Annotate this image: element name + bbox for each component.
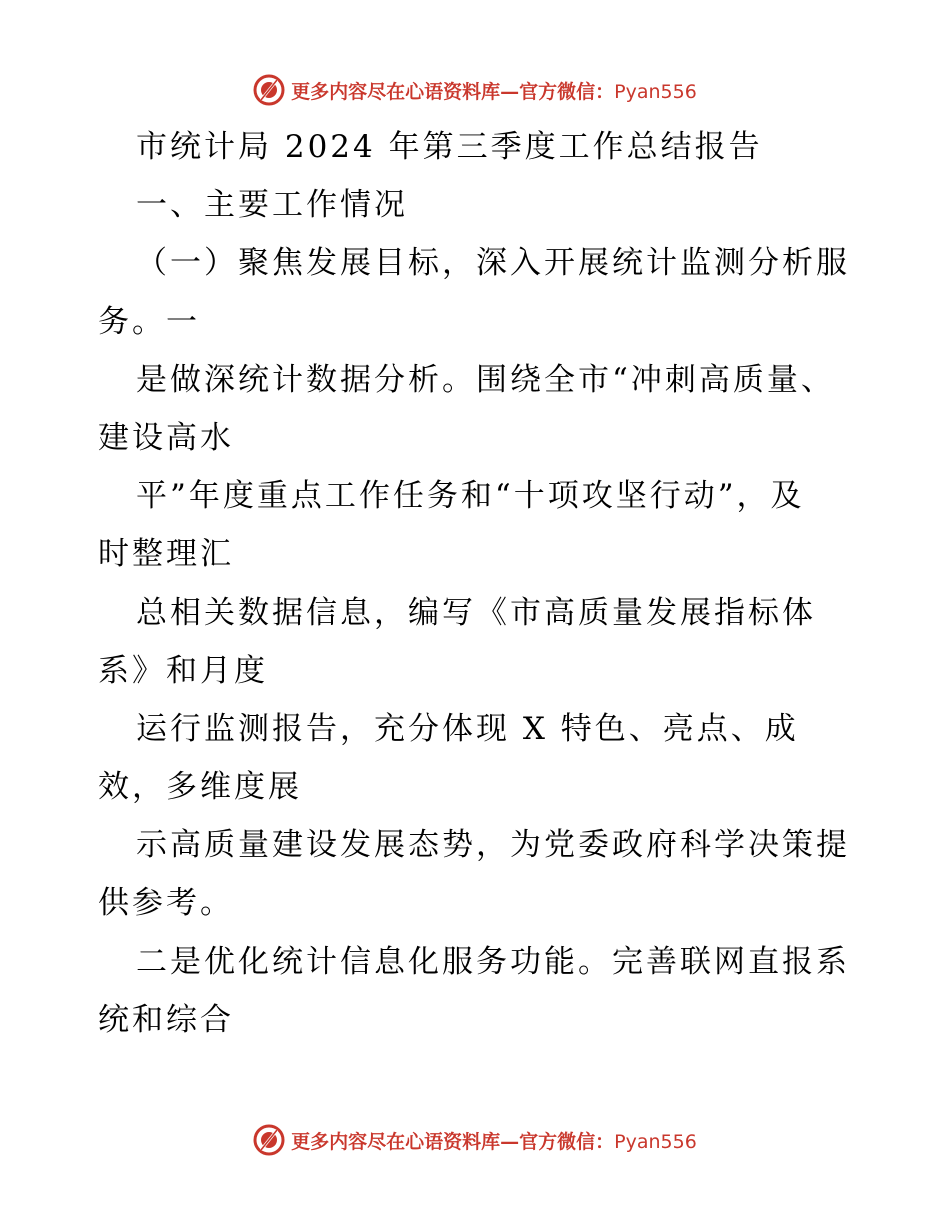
- text-line: 是做深统计数据分析。围绕全市“冲刺高质量、: [136, 361, 835, 398]
- text-line: 运行监测报告，充分体现 X 特色、亮点、成: [136, 710, 799, 747]
- text-line: 平”年度重点工作任务和“十项攻坚行动”，及: [136, 478, 805, 515]
- watermark-text: 更多内容尽在心语资料库—官方微信：Pyan556: [291, 80, 697, 103]
- text-line: 系》和月度: [98, 652, 268, 689]
- text-line: 统和综合: [98, 1001, 234, 1038]
- watermark-footer: [0, 1120, 950, 1160]
- text-line: 示高质量建设发展态势，为党委政府科学决策提: [136, 827, 850, 864]
- text-line: 建设高水: [98, 419, 234, 456]
- text-line: 二是优化统计信息化服务功能。完善联网直报系: [136, 943, 850, 980]
- text-line: 时整理汇: [98, 536, 234, 573]
- text-line: 市统计局 2024 年第三季度工作总结报告: [136, 129, 763, 165]
- document-body: [98, 118, 868, 1049]
- text-line: 效，多维度展: [98, 769, 302, 806]
- text-line: 务。一: [98, 303, 200, 340]
- quill-seal-icon: [253, 74, 285, 106]
- text-line: （一）聚焦发展目标，深入开展统计监测分析服: [136, 245, 850, 282]
- text-line: 总相关数据信息，编写《市高质量发展指标体: [136, 594, 816, 631]
- watermark-header: [0, 70, 950, 110]
- text-line: 供参考。: [98, 885, 234, 922]
- text-line: 一、主要工作情况: [136, 187, 408, 224]
- watermark-text: 更多内容尽在心语资料库—官方微信：Pyan556: [291, 1130, 697, 1153]
- quill-seal-icon: [253, 1124, 285, 1156]
